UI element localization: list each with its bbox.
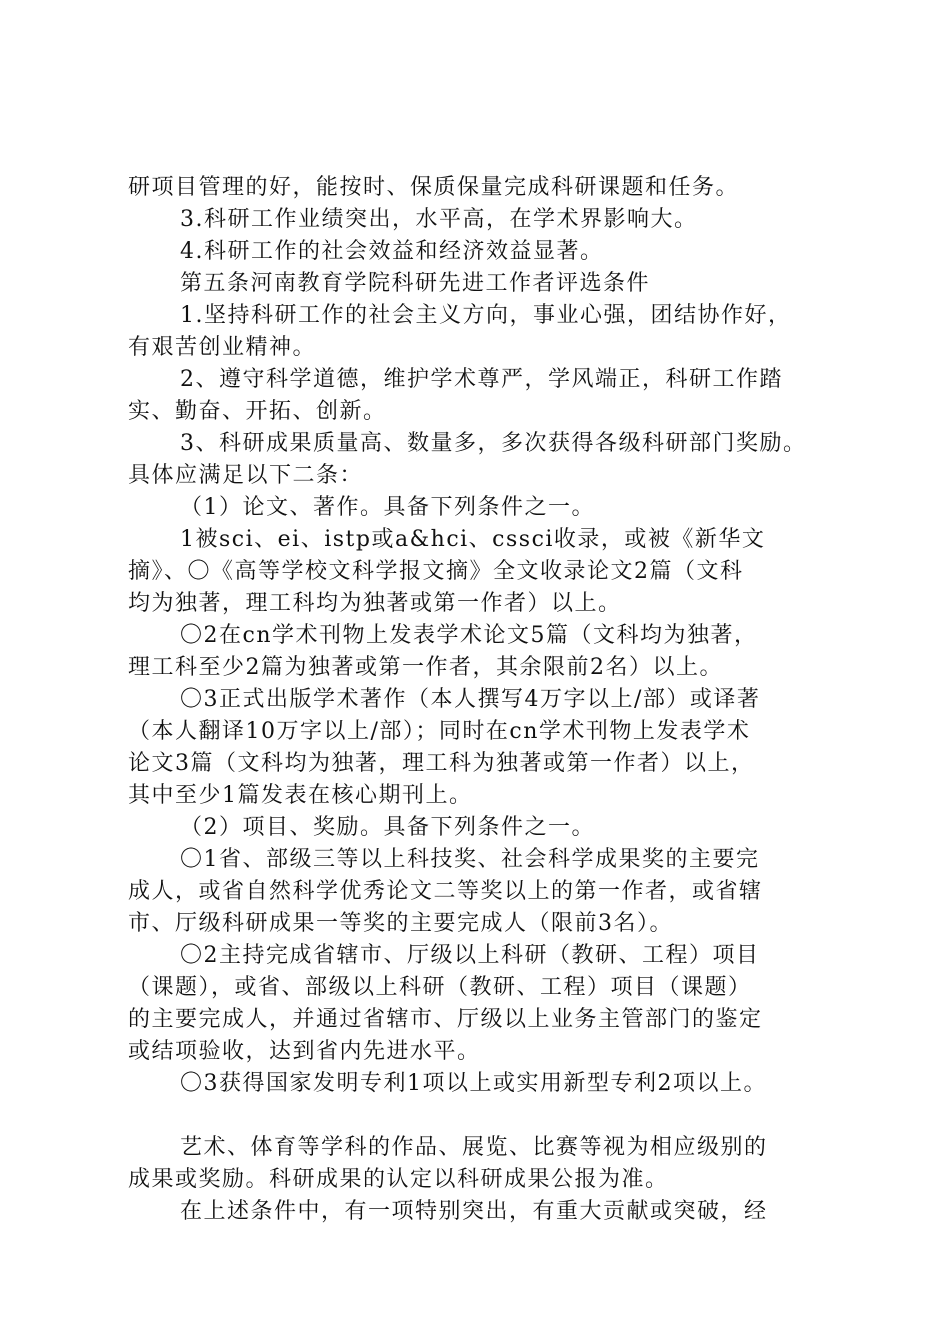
text-line: 在上述条件中，有一项特别突出，有重大贡献或突破，经	[180, 1199, 768, 1224]
text-line: 〇3获得国家发明专利1项以上或实用新型专利2项以上。	[180, 1071, 767, 1096]
text-line: 的主要完成人，并通过省辖市、厅级以上业务主管部门的鉴定	[128, 1007, 763, 1032]
text-line: 〇1省、部级三等以上科技奖、社会科学成果奖的主要完	[180, 847, 760, 872]
text-line: 其中至少1篇发表在核心期刊上。	[128, 783, 473, 808]
text-line: 实、勤奋、开拓、创新。	[128, 399, 387, 424]
text-line: 成人，或省自然科学优秀论文二等奖以上的第一作者，或省辖	[128, 879, 763, 904]
text-line: 论文3篇（文科均为独著，理工科为独著或第一作者）以上，	[128, 751, 755, 776]
text-line: 有艰苦创业精神。	[128, 335, 317, 360]
text-line: 均为独著，理工科均为独著或第一作者）以上。	[128, 591, 622, 616]
text-line: 第五条河南教育学院科研先进工作者评选条件	[180, 271, 651, 296]
text-line: 或结项验收，达到省内先进水平。	[128, 1039, 481, 1064]
text-line: 2、遵守科学道德，维护学术尊严，学风端正，科研工作踏	[180, 367, 783, 392]
text-line: 理工科至少2篇为独著或第一作者，其余限前2名）以上。	[128, 655, 723, 680]
text-line: 4.科研工作的社会效益和经济效益显著。	[180, 239, 604, 264]
text-line: 成果或奖励。科研成果的认定以科研成果公报为准。	[128, 1167, 669, 1192]
text-line: 研项目管理的好，能按时、保质保量完成科研课题和任务。	[128, 175, 740, 200]
text-line: 〇3正式出版学术著作（本人撰写4万字以上/部）或译著	[180, 687, 761, 712]
text-line: （2）项目、奖励。具备下列条件之一。	[180, 815, 595, 840]
text-line: 〇2在cn学术刊物上发表学术论文5篇（文科均为独著，	[180, 623, 758, 648]
text-line: 3、科研成果质量高、数量多，多次获得各级科研部门奖励。	[180, 431, 807, 456]
text-line: 1.坚持科研工作的社会主义方向，事业心强，团结协作好，	[180, 303, 792, 328]
text-line: （课题），或省、部级以上科研（教研、工程）项目（课题）	[128, 975, 752, 1000]
text-line: 〇2主持完成省辖市、厅级以上科研（教研、工程）项目	[180, 943, 760, 968]
text-line: （1）论文、著作。具备下列条件之一。	[180, 495, 595, 520]
text-line: 1被sci、ei、istp或a&hci、cssci收录，或被《新华文	[180, 527, 766, 552]
text-line: 市、厅级科研成果一等奖的主要完成人（限前3名）。	[128, 911, 673, 936]
text-line: 摘》、〇《高等学校文科学报文摘》全文收录论文2篇（文科	[128, 559, 744, 584]
text-line: 具体应满足以下二条：	[128, 463, 364, 488]
text-line: 3.科研工作业绩突出，水平高，在学术界影响大。	[180, 207, 698, 232]
text-line: 艺术、体育等学科的作品、展览、比赛等视为相应级别的	[180, 1135, 768, 1160]
text-line: （本人翻译10万字以上/部）；同时在cn学术刊物上发表学术	[128, 719, 751, 744]
blank-line	[128, 1100, 838, 1132]
document-body	[128, 172, 838, 1228]
